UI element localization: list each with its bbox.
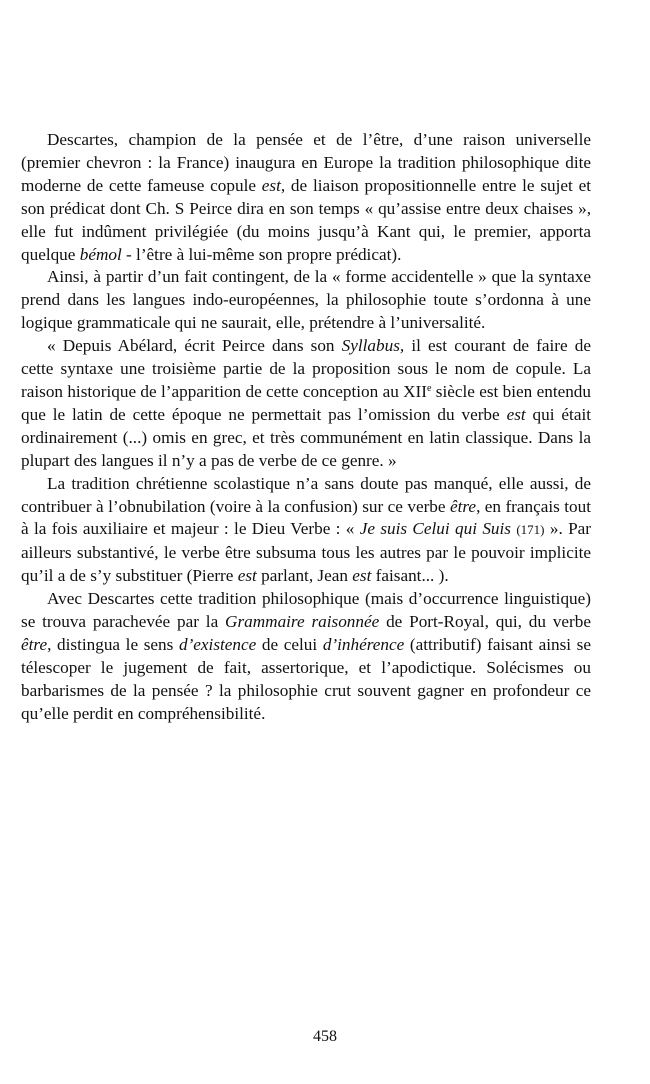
paragraph <box>21 266 591 335</box>
text-segment: siècle est bien entendu que le latin de cette époque ne permettait pas l’omission du verbe <box>21 381 591 424</box>
text-segment: (attributif) faisant ainsi se télescoper le jugement de fait, assertorique, et l’apodictique. Solécismes ou barbarismes de la pensée ? la philosophie crut souvent gagner en profondeur ce qu’elle perdit en compréhensibilité. <box>21 634 591 723</box>
body-text <box>21 129 591 726</box>
italic-text: bémol <box>79 244 122 264</box>
text-segment: Ainsi, à partir d’un fait contingent, de la « forme accidentelle » que la syntaxe prend dans les langues indo-européennes, la philosophie toute s’ordonna à une logique grammaticale qui ne saurait, elle, prétendre à l’universalité. <box>21 267 591 333</box>
italic-text: est <box>261 175 281 195</box>
text-segment: il est courant de faire de cette syntaxe une troisième partie de la proposition sous le nom de copule. La raison historique de l’apparition de cette conception au XII <box>21 336 591 401</box>
italic-text: Je suis Celui qui Suis <box>359 519 511 539</box>
italic-text: Grammaire raisonnée <box>225 612 380 632</box>
italic-text: d’existence <box>178 634 257 654</box>
italic-text: Syllabus, <box>341 336 405 356</box>
paragraph <box>21 129 591 266</box>
superscript-text: e <box>426 382 432 394</box>
italic-text: est <box>352 566 372 586</box>
text-segment: , de liaison propositionnelle entre le sujet et son prédicat dont Ch. S Peirce dira en son temps « qu’assise entre deux chaises », elle fut indûment privilégiée (du moins jusqu’à Kant qui, le premier, apporta quelque <box>21 175 591 264</box>
text-segment: , distingua le sens <box>47 634 179 654</box>
text-segment: Avec Descartes cette tradition philosophique (mais d’occurrence linguistique) se trouva parachevée par la <box>21 589 591 632</box>
text-segment: parlant, Jean <box>256 566 353 586</box>
text-segment: La tradition chrétienne scolastique n’a sans doute pas manqué, elle aussi, de contribuer à l’obnubilation (voire à la confusion) sur ce verbe <box>21 473 591 516</box>
text-segment: ». Par ailleurs substantivé, le verbe être subsuma tous les autres par le pouvoir implicite qu’il a de s’y substituer (Pierre <box>21 519 592 586</box>
reference-number: (171) <box>516 522 545 538</box>
paragraph <box>21 335 591 472</box>
text-segment: « Depuis Abélard, écrit Peirce dans son <box>47 336 342 356</box>
text-segment: de Port-Royal, qui, du verbe <box>379 612 591 632</box>
text-segment: Descartes, champion de la pensée et de l’être, d’une raison universelle (premier chevron : la France) inaugura en Europe la tradition philosophique dite moderne de cette fameuse copule <box>21 130 591 195</box>
italic-text: d’inhérence <box>322 634 405 654</box>
paragraph <box>21 473 591 589</box>
text-segment: faisant... ). <box>371 566 449 586</box>
text-segment: de celui <box>256 634 323 654</box>
page-number: 458 <box>313 1028 337 1045</box>
paragraph <box>21 588 591 725</box>
italic-text: est <box>506 404 526 424</box>
text-segment: qui était ordinairement (...) omis en grec, et très communément en latin classique. Dans la plupart des langues il n’y a pas de verbe de ce genre. » <box>21 404 591 470</box>
text-segment: , en français tout à la fois auxiliaire et majeur : le Dieu Verbe : « <box>21 496 592 539</box>
text-segment: - l’être à lui-même son propre prédicat). <box>121 244 402 264</box>
italic-text: être <box>21 634 48 654</box>
italic-text: est <box>237 566 257 586</box>
italic-text: être <box>449 496 477 516</box>
